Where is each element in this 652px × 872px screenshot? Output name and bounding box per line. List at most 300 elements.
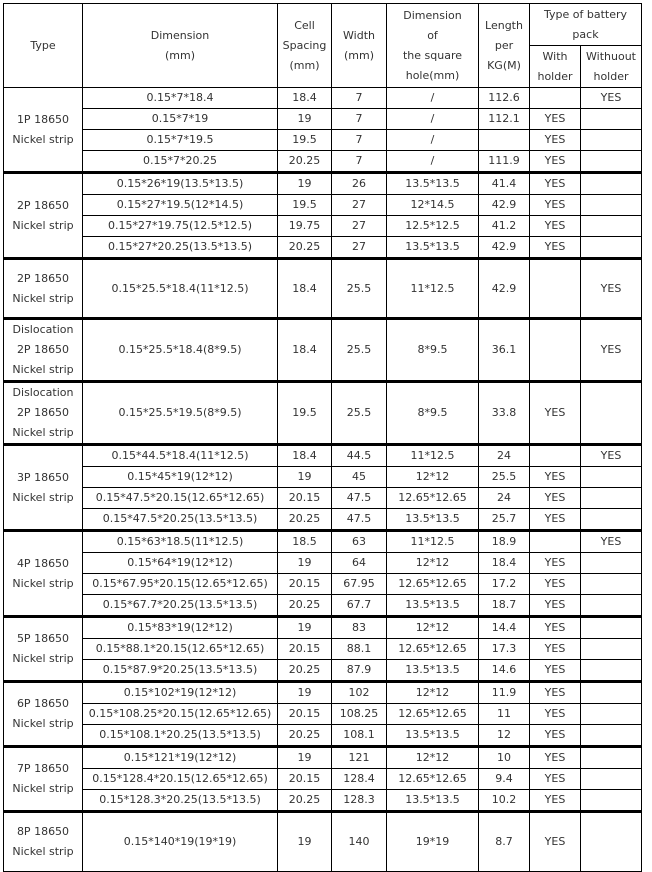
cell-without-holder: YES [581,319,642,382]
table-row [4,173,642,195]
cell-with-holder: YES [530,574,581,595]
cell-dimension: 0.15*7*19 [83,109,278,130]
cell-width: 25.5 [332,259,387,319]
cell-hole: / [387,88,479,109]
cell-length: 12 [479,725,530,747]
header-line: With [542,49,568,63]
cell-spacing: 18.4 [278,319,332,382]
cell-without-holder [581,639,642,660]
cell-with-holder: YES [530,812,581,872]
table-header [4,4,642,88]
header-without-holder [581,46,642,88]
cell-width: 27 [332,216,387,237]
type-line: 3P 18650 [16,470,70,484]
cell-hole: 13.5*13.5 [387,237,479,259]
cell-type [4,812,83,872]
cell-hole: 13.5*13.5 [387,509,479,531]
cell-length: 25.5 [479,467,530,488]
table-row [4,790,642,812]
cell-hole: 13.5*13.5 [387,173,479,195]
table-row [4,725,642,747]
type-line: 1P 18650 [16,112,70,126]
cell-length: 33.8 [479,382,530,445]
cell-spacing: 19 [278,467,332,488]
cell-dimension: 0.15*128.4*20.15(12.65*12.65) [83,769,278,790]
table-row [4,382,642,445]
table-row [4,682,642,704]
cell-spacing: 19 [278,173,332,195]
cell-spacing: 19 [278,747,332,769]
header-line: the square [402,48,463,62]
cell-length: 41.4 [479,173,530,195]
cell-without-holder: YES [581,445,642,467]
cell-type [4,259,83,319]
cell-with-holder: YES [530,130,581,151]
header-width [332,4,387,88]
table-row [4,553,642,574]
cell-without-holder [581,617,642,639]
cell-length [479,130,530,151]
header-line: holder [537,69,573,83]
cell-spacing: 19.5 [278,130,332,151]
header-line: Type [30,38,56,52]
cell-width: 108.1 [332,725,387,747]
cell-hole: 11*12.5 [387,445,479,467]
cell-with-holder: YES [530,639,581,660]
type-line: Dislocation [12,323,74,336]
table-row [4,445,642,467]
cell-width: 7 [332,151,387,173]
nickel-strip-spec-table [3,3,642,872]
cell-length: 41.2 [479,216,530,237]
header-line: Dimension [403,8,462,22]
cell-width: 45 [332,467,387,488]
cell-length: 14.6 [479,660,530,682]
cell-hole: / [387,130,479,151]
cell-hole: 11*12.5 [387,259,479,319]
cell-length: 112.1 [479,109,530,130]
cell-length: 111.9 [479,151,530,173]
table-row [4,595,642,617]
type-line: 4P 18650 [16,556,70,570]
cell-width: 121 [332,747,387,769]
cell-width: 67.7 [332,595,387,617]
header-line: KG(M) [487,58,521,72]
cell-dimension: 0.15*25.5*18.4(11*12.5) [83,259,278,319]
cell-dimension: 0.15*47.5*20.25(13.5*13.5) [83,509,278,531]
header-with-holder [530,46,581,88]
type-line: Nickel strip [12,490,74,504]
cell-dimension: 0.15*88.1*20.15(12.65*12.65) [83,639,278,660]
cell-hole: / [387,109,479,130]
cell-without-holder [581,790,642,812]
cell-dimension: 0.15*87.9*20.25(13.5*13.5) [83,660,278,682]
cell-dimension: 0.15*108.25*20.15(12.65*12.65) [83,704,278,725]
cell-hole: 11*12.5 [387,531,479,553]
cell-spacing: 20.25 [278,509,332,531]
cell-length: 14.4 [479,617,530,639]
cell-width: 87.9 [332,660,387,682]
table-row [4,130,642,151]
cell-width: 25.5 [332,382,387,445]
cell-spacing: 20.15 [278,769,332,790]
cell-hole: 12.65*12.65 [387,574,479,595]
cell-width: 26 [332,173,387,195]
table-row [4,509,642,531]
cell-hole: 19*19 [387,812,479,872]
header-line: Dimension [150,28,210,42]
cell-hole: 8*9.5 [387,319,479,382]
cell-width: 64 [332,553,387,574]
cell-dimension: 0.15*128.3*20.25(13.5*13.5) [83,790,278,812]
cell-with-holder: YES [530,109,581,130]
cell-dimension: 0.15*64*19(12*12) [83,553,278,574]
cell-hole: 13.5*13.5 [387,660,479,682]
cell-length: 18.9 [479,531,530,553]
cell-hole: 12.65*12.65 [387,704,479,725]
cell-length: 36.1 [479,319,530,382]
cell-with-holder: YES [530,682,581,704]
type-line: Nickel strip [12,845,74,858]
table-row [4,769,642,790]
cell-spacing: 18.4 [278,259,332,319]
header-cell-spacing [278,4,332,88]
cell-hole: 12*12 [387,617,479,639]
table-row [4,531,642,553]
cell-without-holder [581,574,642,595]
cell-dimension: 0.15*7*20.25 [83,151,278,173]
cell-width: 83 [332,617,387,639]
cell-dimension: 0.15*63*18.5(11*12.5) [83,531,278,553]
cell-dimension: 0.15*121*19(12*12) [83,747,278,769]
cell-dimension: 0.15*108.1*20.25(13.5*13.5) [83,725,278,747]
cell-spacing: 20.25 [278,237,332,259]
cell-hole: 8*9.5 [387,382,479,445]
table-row [4,704,642,725]
type-line: 5P 18650 [16,632,70,645]
cell-type [4,88,83,173]
type-line: Nickel strip [12,576,74,590]
cell-with-holder: YES [530,467,581,488]
cell-dimension: 0.15*67.7*20.25(13.5*13.5) [83,595,278,617]
cell-dimension: 0.15*27*19.5(12*14.5) [83,195,278,216]
table-row [4,237,642,259]
cell-type [4,531,83,617]
header-line: pack [572,27,599,41]
cell-without-holder [581,509,642,531]
type-line: Nickel strip [12,291,74,305]
cell-dimension: 0.15*7*19.5 [83,130,278,151]
cell-with-holder [530,445,581,467]
cell-with-holder: YES [530,195,581,216]
header-line: Spacing [282,38,327,52]
header-line: Width [343,28,375,42]
header-type [4,4,83,88]
cell-with-holder: YES [530,173,581,195]
cell-length: 25.7 [479,509,530,531]
cell-spacing: 20.25 [278,790,332,812]
header-line: Withuout [586,49,636,63]
cell-length: 42.9 [479,195,530,216]
cell-length: 8.7 [479,812,530,872]
header-line: Length [485,18,523,32]
cell-length: 24 [479,488,530,509]
cell-width: 102 [332,682,387,704]
cell-spacing: 20.25 [278,595,332,617]
cell-spacing: 19 [278,682,332,704]
cell-width: 128.4 [332,769,387,790]
cell-dimension: 0.15*140*19(19*19) [83,812,278,872]
cell-without-holder: YES [581,531,642,553]
table-row [4,617,642,639]
cell-with-holder [530,531,581,553]
cell-spacing: 20.25 [278,660,332,682]
cell-hole: 12*14.5 [387,195,479,216]
cell-width: 27 [332,237,387,259]
cell-with-holder: YES [530,595,581,617]
type-line: 2P 18650 [16,198,70,212]
cell-dimension: 0.15*7*18.4 [83,88,278,109]
cell-length: 112.6 [479,88,530,109]
cell-without-holder [581,488,642,509]
table-row [4,639,642,660]
cell-width: 7 [332,88,387,109]
cell-length: 18.7 [479,595,530,617]
cell-length: 17.2 [479,574,530,595]
cell-length: 11 [479,704,530,725]
header-line: hole(mm) [405,68,460,82]
cell-spacing: 20.25 [278,151,332,173]
header-line: (mm) [164,48,195,62]
table-row [4,660,642,682]
type-line: Nickel strip [12,717,74,730]
type-line: Nickel strip [12,218,74,232]
type-line: 2P 18650 [16,406,70,419]
cell-spacing: 19.5 [278,382,332,445]
table-body [4,88,642,872]
cell-dimension: 0.15*47.5*20.15(12.65*12.65) [83,488,278,509]
type-line: 2P 18650 [16,271,70,285]
type-line: Dislocation [12,386,74,399]
cell-width: 47.5 [332,488,387,509]
cell-with-holder [530,259,581,319]
header-line: (mm) [343,48,374,62]
table-row [4,747,642,769]
type-line: 2P 18650 [16,343,70,356]
cell-hole: 12.5*12.5 [387,216,479,237]
cell-without-holder [581,173,642,195]
cell-without-holder [581,195,642,216]
cell-type [4,319,83,382]
cell-width: 7 [332,109,387,130]
cell-without-holder [581,216,642,237]
cell-hole: 12*12 [387,553,479,574]
cell-hole: 12.65*12.65 [387,488,479,509]
cell-width: 7 [332,130,387,151]
cell-type [4,173,83,259]
cell-length: 11.9 [479,682,530,704]
cell-without-holder [581,682,642,704]
cell-dimension: 0.15*44.5*18.4(11*12.5) [83,445,278,467]
cell-without-holder [581,747,642,769]
cell-without-holder: YES [581,88,642,109]
cell-hole: 12.65*12.65 [387,639,479,660]
cell-with-holder: YES [530,704,581,725]
cell-dimension: 0.15*26*19(13.5*13.5) [83,173,278,195]
cell-with-holder: YES [530,725,581,747]
table-row [4,109,642,130]
cell-hole: 12*12 [387,467,479,488]
header-hole-dimension [387,4,479,88]
cell-with-holder: YES [530,382,581,445]
cell-with-holder: YES [530,769,581,790]
cell-spacing: 18.4 [278,88,332,109]
type-line: Nickel strip [12,132,74,146]
cell-width: 140 [332,812,387,872]
table-row [4,812,642,872]
cell-without-holder [581,382,642,445]
table-row [4,216,642,237]
cell-without-holder [581,151,642,173]
cell-without-holder [581,812,642,872]
cell-spacing: 20.15 [278,488,332,509]
cell-without-holder [581,237,642,259]
cell-dimension: 0.15*25.5*18.4(8*9.5) [83,319,278,382]
cell-without-holder [581,704,642,725]
table-row [4,88,642,109]
header-line: of [427,28,438,42]
cell-type [4,382,83,445]
cell-hole: / [387,151,479,173]
cell-with-holder: YES [530,553,581,574]
cell-with-holder: YES [530,237,581,259]
cell-spacing: 19 [278,109,332,130]
cell-width: 108.25 [332,704,387,725]
cell-dimension: 0.15*102*19(12*12) [83,682,278,704]
cell-spacing: 18.5 [278,531,332,553]
cell-spacing: 19 [278,812,332,872]
cell-with-holder [530,88,581,109]
table-row [4,574,642,595]
cell-length: 24 [479,445,530,467]
cell-without-holder [581,553,642,574]
cell-spacing: 19.5 [278,195,332,216]
cell-without-holder: YES [581,259,642,319]
header-line: Type of battery [544,7,628,21]
cell-dimension: 0.15*67.95*20.15(12.65*12.65) [83,574,278,595]
header-line: per [494,38,514,52]
cell-type [4,617,83,682]
cell-with-holder: YES [530,660,581,682]
cell-with-holder [530,319,581,382]
cell-length: 9.4 [479,769,530,790]
cell-width: 25.5 [332,319,387,382]
cell-dimension: 0.15*45*19(12*12) [83,467,278,488]
cell-without-holder [581,467,642,488]
cell-hole: 12.65*12.65 [387,769,479,790]
header-dimension [83,4,278,88]
cell-without-holder [581,660,642,682]
cell-hole: 13.5*13.5 [387,790,479,812]
type-line: Nickel strip [12,363,74,376]
cell-without-holder [581,130,642,151]
cell-spacing: 19.75 [278,216,332,237]
cell-hole: 12*12 [387,682,479,704]
type-line: Nickel strip [12,652,74,665]
cell-spacing: 18.4 [278,445,332,467]
header-line: Cell [294,18,315,32]
cell-with-holder: YES [530,747,581,769]
cell-length: 42.9 [479,237,530,259]
cell-with-holder: YES [530,617,581,639]
cell-with-holder: YES [530,509,581,531]
cell-dimension: 0.15*27*20.25(13.5*13.5) [83,237,278,259]
cell-with-holder: YES [530,488,581,509]
cell-width: 67.95 [332,574,387,595]
type-line: Nickel strip [12,426,74,439]
table-row [4,259,642,319]
cell-width: 47.5 [332,509,387,531]
header-line: holder [593,69,629,83]
cell-length: 10.2 [479,790,530,812]
cell-hole: 13.5*13.5 [387,725,479,747]
cell-with-holder: YES [530,216,581,237]
cell-spacing: 20.15 [278,704,332,725]
cell-spacing: 20.15 [278,639,332,660]
cell-spacing: 19 [278,553,332,574]
table-row [4,195,642,216]
cell-hole: 13.5*13.5 [387,595,479,617]
cell-type [4,445,83,531]
header-length-per-kg [479,4,530,88]
cell-width: 44.5 [332,445,387,467]
table-row [4,151,642,173]
cell-with-holder: YES [530,790,581,812]
cell-length: 17.3 [479,639,530,660]
type-line: 8P 18650 [16,825,70,838]
type-line: 6P 18650 [16,697,70,710]
cell-length: 10 [479,747,530,769]
table-row [4,319,642,382]
cell-width: 88.1 [332,639,387,660]
cell-width: 63 [332,531,387,553]
cell-without-holder [581,595,642,617]
cell-without-holder [581,725,642,747]
cell-type [4,747,83,812]
cell-hole: 12*12 [387,747,479,769]
cell-dimension: 0.15*83*19(12*12) [83,617,278,639]
cell-dimension: 0.15*25.5*19.5(8*9.5) [83,382,278,445]
cell-length: 42.9 [479,259,530,319]
cell-without-holder [581,769,642,790]
table-row [4,467,642,488]
cell-width: 128.3 [332,790,387,812]
cell-dimension: 0.15*27*19.75(12.5*12.5) [83,216,278,237]
cell-with-holder: YES [530,151,581,173]
cell-spacing: 19 [278,617,332,639]
cell-spacing: 20.25 [278,725,332,747]
table-row [4,488,642,509]
type-line: Nickel strip [12,782,74,795]
cell-spacing: 20.15 [278,574,332,595]
type-line: 7P 18650 [16,762,70,775]
cell-type [4,682,83,747]
cell-width: 27 [332,195,387,216]
header-pack-type [530,4,642,46]
header-line: (mm) [289,58,320,72]
cell-length: 18.4 [479,553,530,574]
cell-without-holder [581,109,642,130]
